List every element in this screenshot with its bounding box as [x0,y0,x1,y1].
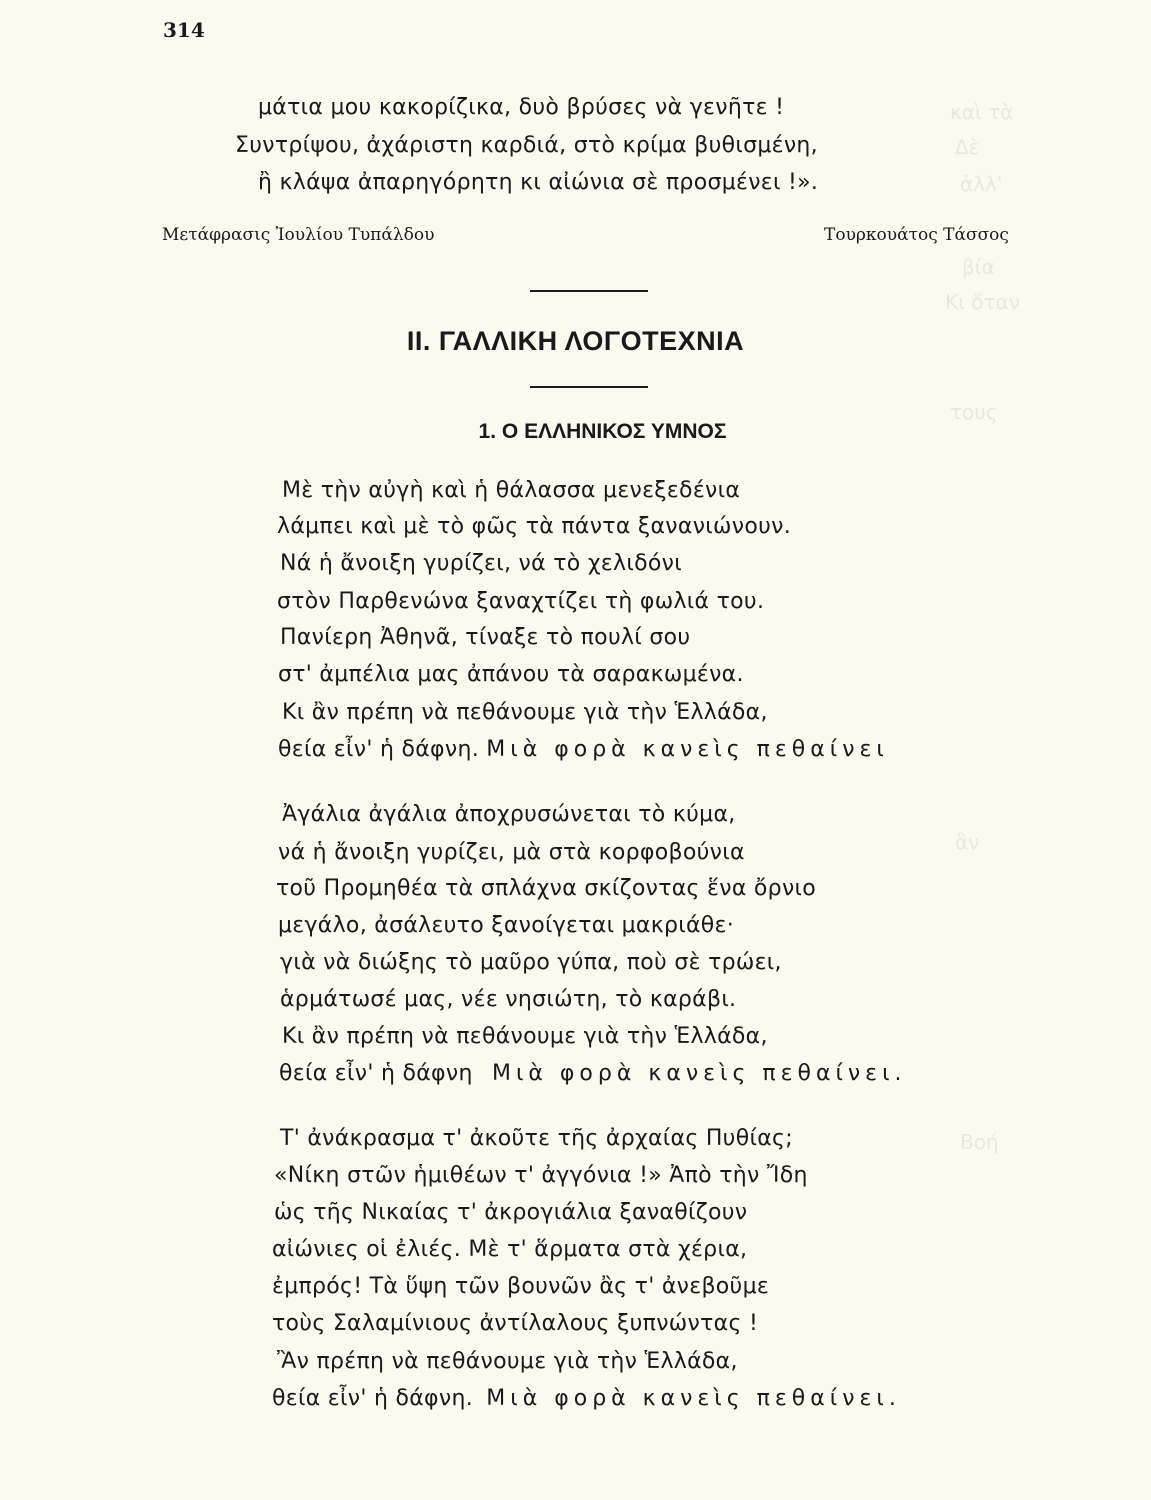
refrain-spaced: Μιὰ φορὰ κανεὶς πεθαίνει. [492,1061,907,1086]
verse-line: ἁρμάτωσέ μας, νέε νησιώτη, τὸ καράβι. [280,987,737,1012]
verse-line: στὸν Παρθενώνα ξαναχτίζει τὴ φωλιά του. [277,589,765,614]
verse-line: Πανίερη Ἀθηνᾶ, τίναξε τὸ πουλί σου [280,625,691,650]
refrain-start: θεία εἶν' ἡ δάφνη [279,1061,473,1086]
verse-line: τοὺς Σαλαμίνιους ἀντίλαλους ξυπνώντας ! [272,1311,759,1336]
verse-line: αἰώνιες οἱ ἐλιές. Μὲ τ' ἅρματα στὰ χέρια, [272,1237,748,1262]
refrain-spaced: Μιὰ φορὰ κανεὶς πεθαίνει. [486,1386,901,1411]
verse-line: Ἀγάλια ἀγάλια ἀποχρυσώνεται τὸ κύμα, [282,802,736,827]
verse-line-refrain [272,1386,901,1411]
poem-title: 1. Ο ΕΛΛΗΝΙΚΟΣ ΥΜΝΟΣ [478,420,727,443]
verse-line: ἐμπρός! Τὰ ὕψη τῶν βουνῶν ἂς τ' ἀνεβοῦμε [272,1274,770,1299]
verse-line: Νά ἡ ἄνοιξη γυρίζει, νά τὸ χελιδόνι [280,551,682,576]
verse-line: νά ἡ ἄνοιξη γυρίζει, μὰ στὰ κορφοβούνια [278,840,745,865]
verse-line: μάτια μου κακορίζικα, δυὸ βρύσες νὰ γενῆτε ! [258,95,785,120]
refrain-start: θεία εἶν' ἡ δάφνη. [272,1386,473,1411]
section-title: ΙΙ. ΓΑΛΛΙΚΗ ΛΟΓΟΤΕΧΝΙΑ [406,326,745,356]
refrain-spaced: Μιὰ φορὰ κανεὶς πεθαίνει [486,737,889,762]
divider [530,290,648,292]
verse-line: Κι ἂν πρέπη νὰ πεθάνουμε γιὰ τὴν Ἑλλάδα, [282,700,768,725]
translator-credit: Μετάφρασις Ἰουλίου Τυπάλδου [162,225,435,245]
verse-line: ὡς τῆς Νικαίας τ' ἀκρογιάλια ξαναθίζουν [274,1200,748,1225]
verse-line: Ἂν πρέπη νὰ πεθάνουμε γιὰ τὴν Ἑλλάδα, [277,1349,738,1374]
verse-line: Συντρίψου, ἀχάριστη καρδιά, στὸ κρίμα βυθισμένη, [235,133,818,158]
verse-line: τοῦ Προμηθέα τὰ σπλάχνα σκίζοντας ἕνα ὄρνιο [276,876,817,901]
verse-line: λάμπει καὶ μὲ τὸ φῶς τὰ πάντα ξανανιώνουν. [277,514,792,539]
verse-line: στ' ἀμπέλια μας ἀπάνου τὰ σαρακωμένα. [278,662,744,687]
page-number: 314 [163,18,205,42]
verse-line: γιὰ νὰ διώξης τὸ μαῦρο γύπα, ποὺ σὲ τρώει, [280,950,782,975]
divider [530,386,648,388]
verse-line-refrain [279,1061,907,1086]
verse-line: Κι ἂν πρέπη νὰ πεθάνουμε γιὰ τὴν Ἑλλάδα, [282,1024,768,1049]
author-credit: Τουρκουάτος Τάσσος [824,225,1009,245]
verse-line: «Νίκη στῶν ἡμιθέων τ' ἀγγόνια !» Ἀπὸ τὴν Ἴδη [274,1163,808,1188]
verse-line: Μὲ τὴν αὐγὴ καὶ ἡ θάλασσα μενεξεδένια [282,478,741,503]
verse-line: μεγάλο, ἀσάλευτο ξανοίγεται μακριάθε· [278,913,735,938]
verse-line: ἢ κλάψα ἀπαρηγόρητη κι αἰώνια σὲ προσμένει !». [258,170,819,195]
verse-line-refrain [278,737,889,762]
refrain-start: θεία εἶν' ἡ δάφνη. [278,737,479,762]
verse-line: Τ' ἀνάκρασμα τ' ἀκοῦτε τῆς ἀρχαίας Πυθίας; [280,1126,793,1151]
